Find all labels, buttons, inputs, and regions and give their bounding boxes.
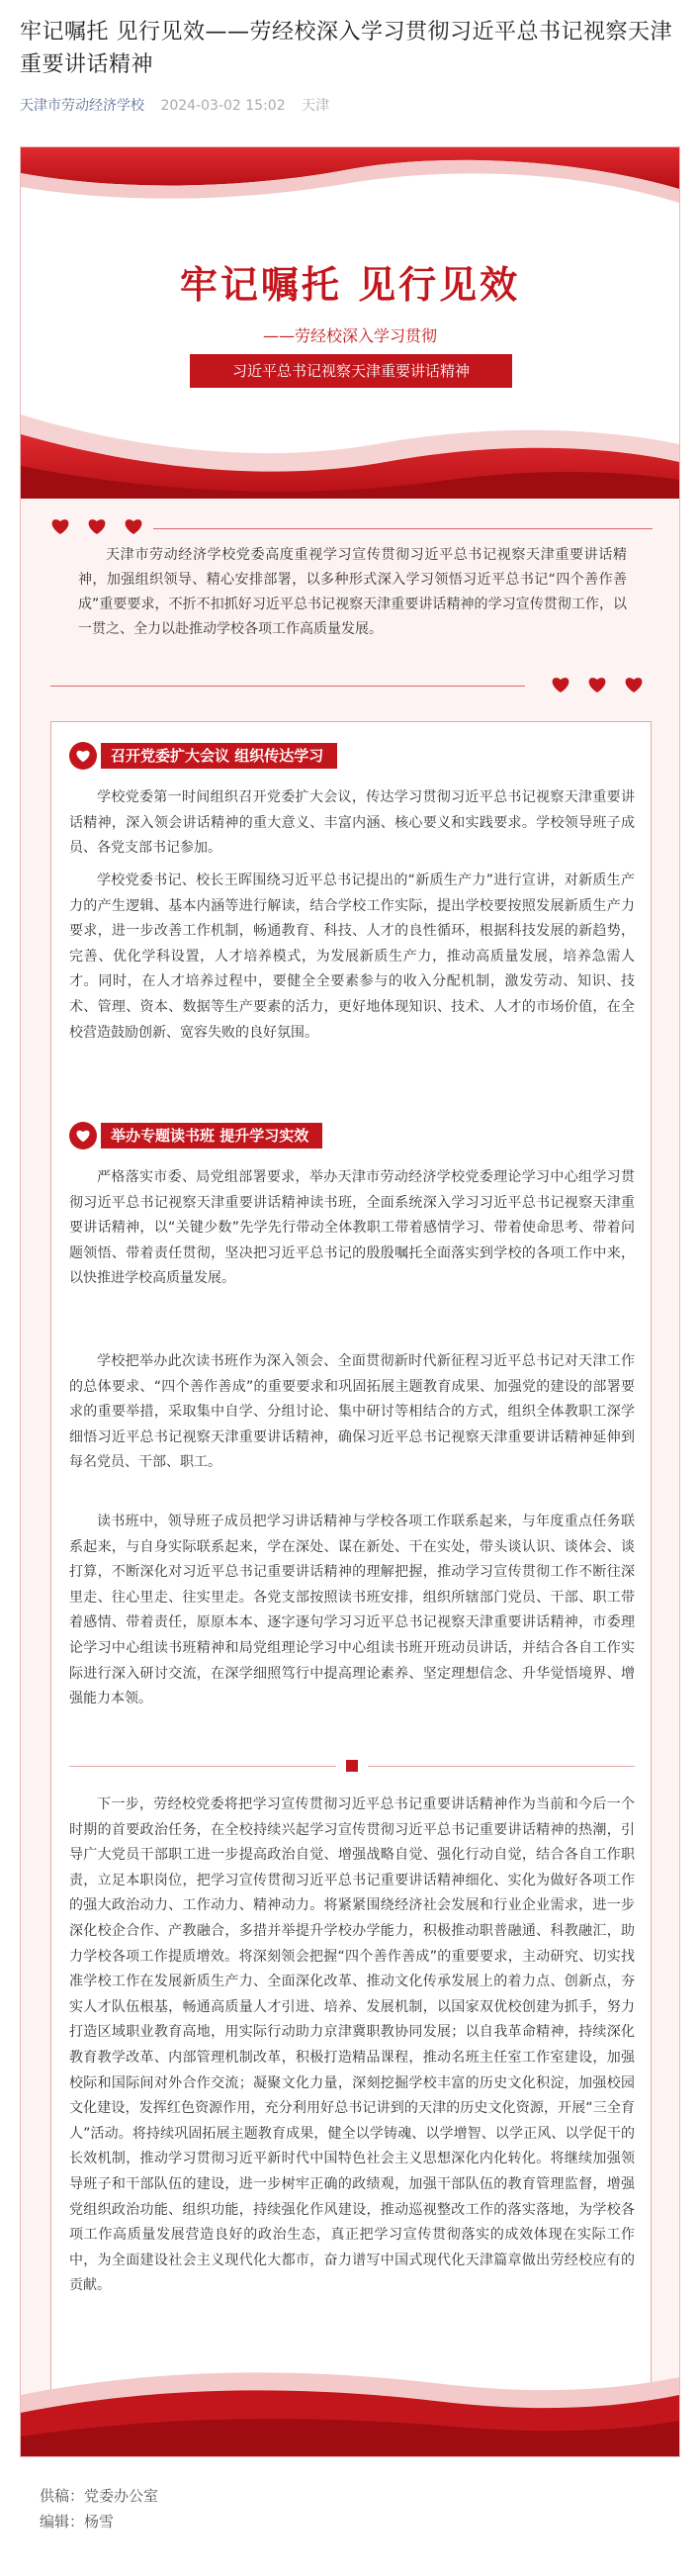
- heart-icon: [551, 676, 570, 693]
- article-title: 牢记嘱托 见行见效——劳经校深入学习贯彻习近平总书记视察天津重要讲话精神: [20, 20, 672, 77]
- section-2-paragraph-3: 读书班中，领导班子成员把学习讲话精神与学校各项工作联系起来，与年度重点任务联系起来，与自身实际联系起来，学在深处、谋在新处、干在实处，带头谈认识、谈体会、谈打算，不断深化对习近平总书记重要讲话精神的理解把握，推动学习宣传贯彻工作不断往深里走、往心里走、往实里走。各党支部按照读书班安排，组织所辖部门党员、干部、职工带着感情、带着责任，原原本本、逐字逐句学习习近平总书记视察天津重要讲话精神，市委理论学习中心组读书班精神和局党组理论学习中心组读书班开班动员讲话，并结合各自工作实际进行深入研讨交流，在深学细照笃行中提高理论素养、坚定理想信念、升华觉悟境界、增强能力本领。: [69, 1514, 635, 1707]
- decorative-line-bottom: [50, 686, 525, 687]
- article-header: [0, 0, 700, 115]
- heart-icon: [87, 517, 107, 535]
- section-heading-1: [69, 742, 337, 772]
- decorative-line-top: [153, 528, 653, 529]
- heart-badge-icon: [69, 1122, 97, 1150]
- article-meta: [20, 95, 680, 115]
- divider-square: [346, 1760, 358, 1772]
- heart-icon: [124, 517, 143, 535]
- section-1-paragraph-2: 学校党委书记、校长王晖围绕习近平总书记提出的“新质生产力”进行宣讲，对新质生产力的产生逻辑、基本内涵等进行解读，结合学校工作实际，提出学校要按照发展新质生产力要求，进一步改善工作机制，畅通教育、科技、人才的良性循环，根据科技发展的新趋势，完善、优化学科设置，人才培养模式，为发展新质生产力，推动高质量发展，培养急需人才。同时，在人才培养过程中，要健全全要素参与的收入分配机制，激发劳动、知识、技术、管理、资本、数据等生产要素的活力，更好地体现知识、技术、人才的市场价值，在全校营造鼓励创新、宽容失败的良好氛围。: [69, 873, 635, 1041]
- intro-paragraph: 天津市劳动经济学校党委高度重视学习宣传贯彻习近平总书记视察天津重要讲话精神，加强组织领导、精心安排部署，以多种形式深入学习领悟习近平总书记“四个善作善成”重要要求，不折不扣抓好习近平总书记视察天津重要讲话精神的学习宣传贯彻工作，以一贯之、全力以赴推动学校各项工作高质量发展。: [78, 547, 627, 637]
- section-heading-label: 召开党委扩大会议 组织传达学习: [101, 743, 337, 769]
- credit-source: 供稿：党委办公室: [40, 2487, 159, 2505]
- section-heading-label: 举办专题读书班 提升学习实效: [101, 1123, 322, 1149]
- article-poster: [20, 146, 680, 2457]
- banner-subtitle-line1: ——劳经校深入学习贯彻: [262, 326, 437, 345]
- heart-badge-icon: [69, 742, 97, 770]
- heart-icon: [587, 676, 607, 693]
- account-link[interactable]: 天津市劳动经济学校: [20, 98, 144, 114]
- hearts-decoration-bottom: [551, 676, 656, 695]
- content-panel: [50, 721, 652, 2413]
- article-credits: [40, 2483, 158, 2534]
- publish-location: 天津: [302, 98, 330, 114]
- credit-editor: 编辑：杨雪: [40, 2513, 115, 2530]
- heart-icon: [50, 517, 70, 535]
- section-2-paragraph-1: 严格落实市委、局党组部署要求，举办天津市劳动经济学校党委理论学习中心组学习贯彻习近平总书记视察天津重要讲话精神读书班，全面系统深入学习习近平总书记视察天津重要讲话精神，以“关键少数”先学先行带动全体教职工带着感情学习、带着使命思考、带着问题领悟、带着责任贯彻，坚决把习近平总书记的殷殷嘱托全面落实到学校的各项工作中来，以快推进学校高质量发展。: [69, 1169, 635, 1287]
- bottom-wave-graphic: [21, 2365, 679, 2456]
- heart-icon: [624, 676, 644, 693]
- banner-title: 牢记嘱托 见行见效: [179, 263, 521, 307]
- section-divider: [69, 1760, 635, 1772]
- hearts-decoration-top: [50, 517, 155, 537]
- closing-paragraph: 下一步，劳经校党委将把学习宣传贯彻习近平总书记重要讲话精神作为当前和今后一个时期的首要政治任务，在全校持续兴起学习宣传贯彻习近平总书记重要讲话精神的热潮，引导广大党员干部职工进一步提高政治自觉、增强战略自觉、强化行动自觉，结合各自工作职责，立足本职岗位，把学习宣传贯彻习近平总书记重要讲话精神细化、实化为做好各项工作的强大政治动力、工作动力、精神动力。将紧紧围绕经济社会发展和行业企业需求，进一步深化校企合作、产教融合，多措并举提升学校办学能力，积极推动职普融通、科教融汇，助力学校各项工作提质增效。将深刻领会把握“四个善作善成”的重要要求，主动研究、切实找准学校工作在发展新质生产力、全面深化改革、推动文化传承发展上的着力点、创新点，夯实人才队伍根基，畅通高质量人才引进、培养、发展机制，以国家双优校创建为抓手，努力打造区域职业教育高地，用实际行动助力京津冀职教协同发展；以自我革命精神，持续深化教育教学改革、内部管理机制改革，积极打造精品课程，推动名班主任室工作室建设，加强校际和国际间对外合作交流；凝聚文化力量，深刻挖掘学校丰富的历史文化积淀，加强校园文化建设，发挥红色资源作用，充分利用好总书记讲到的天津的历史文化资源，开展“三全育人”活动。将持续巩固拓展主题教育成果，健全以学铸魂、以学增智、以学正风、以学促干的长效机制，推动学习贯彻习近平新时代中国特色社会主义思想深化内化转化。将继续加强领导班子和干部队伍的建设，进一步树牢正确的政绩观，加强干部队伍的教育管理监督，增强党组织政治功能、组织功能，持续强化作风建设，推动巡视整改工作的落实落地，为学校各项工作高质量发展营造良好的政治生态，真正把学习宣传贯彻落实的成效体现在实际工作中，为全面建设社会主义现代化大都市，奋力谱写中国式现代化天津篇章做出劳经校应有的贡献。: [69, 1796, 635, 2294]
- section-heading-2: [69, 1122, 322, 1151]
- banner-subtitle-line2: 习近平总书记视察天津重要讲话精神: [190, 354, 512, 388]
- section-1-paragraph-1: 学校党委第一时间组织召开党委扩大会议，传达学习贯彻习近平总书记视察天津重要讲话精神，深入领会讲话精神的重大意义、丰富内涵、核心要义和实践要求。学校领导班子成员、各党支部书记参加。: [69, 789, 635, 857]
- publish-time: 2024-03-02 15:02: [160, 98, 286, 114]
- section-2-paragraph-2: 学校把举办此次读书班作为深入领会、全面贯彻新时代新征程习近平总书记对天津工作的总体要求、“四个善作善成”的重要要求和巩固拓展主题教育成果、加强党的建设的部署要求的重要举措，采取集中自学、分组讨论、集中研讨等相结合的方式，组织全体教职工深学细悟习近平总书记视察天津重要讲话精神，确保习近平总书记视察天津重要讲话精神延伸到每名党员、干部、职工。: [69, 1353, 635, 1471]
